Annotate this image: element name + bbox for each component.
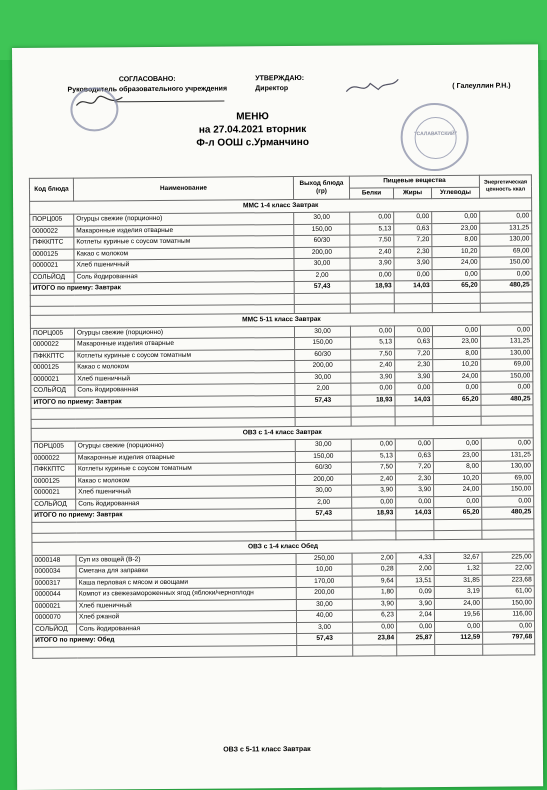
cell-protein: 9,64 bbox=[352, 575, 396, 587]
col-yield: Выход блюда (гр) bbox=[293, 176, 349, 199]
cell-energy: 116,00 bbox=[482, 609, 534, 621]
title-line3: Ф-л ООШ с.Урманчино bbox=[196, 136, 309, 149]
cell-protein: 7,50 bbox=[350, 235, 394, 247]
cell-protein: 0,00 bbox=[350, 212, 394, 224]
section-title: ОВЗ с 1-4 класс Обед bbox=[32, 538, 534, 555]
cell-carbs: 8,00 bbox=[432, 234, 480, 246]
cell-protein: 5,13 bbox=[351, 450, 395, 462]
blank-cell bbox=[435, 644, 483, 655]
cell-carbs: 0,00 bbox=[433, 438, 481, 450]
cell-fat: 2,04 bbox=[396, 610, 434, 622]
total-label: ИТОГО по приему: Завтрак bbox=[32, 509, 296, 522]
cell-protein: 3,90 bbox=[352, 485, 396, 497]
menu-table bbox=[29, 174, 535, 658]
cell-carbs: 23,00 bbox=[432, 223, 480, 235]
cell-code: 0000125 bbox=[31, 476, 75, 488]
cell-yield: 30,00 bbox=[294, 212, 350, 224]
cell-energy: 130,00 bbox=[481, 347, 533, 359]
cell-code: 0000044 bbox=[32, 589, 76, 601]
cell-name: Хлеб пшеничный bbox=[75, 372, 295, 385]
blank-cell bbox=[297, 645, 353, 656]
confirm-role: Директор bbox=[255, 85, 289, 93]
col-protein: Белки bbox=[349, 187, 393, 199]
col-code: Код блюда bbox=[29, 178, 73, 201]
cell-protein: 2,00 bbox=[352, 552, 396, 564]
cell-carbs: 10,20 bbox=[433, 359, 481, 371]
total-carbs: 65,20 bbox=[434, 507, 482, 519]
blank-cell bbox=[295, 406, 351, 417]
cell-protein: 0,00 bbox=[350, 325, 394, 337]
approved-label: СОГЛАСОВАНО: bbox=[118, 75, 176, 84]
cell-energy: 150,00 bbox=[480, 257, 532, 269]
blank-cell bbox=[434, 530, 482, 539]
cell-fat: 0,00 bbox=[395, 383, 433, 395]
col-nutrients: Пищевые вещества bbox=[349, 175, 479, 187]
cell-yield: 30,00 bbox=[295, 439, 351, 451]
cell-carbs: 0,00 bbox=[434, 496, 482, 508]
cell-yield: 10,00 bbox=[296, 564, 352, 576]
cell-fat: 0,00 bbox=[396, 496, 434, 508]
approved-role: Руководитель образовательного учреждения bbox=[67, 85, 228, 94]
total-energy: 480,25 bbox=[480, 280, 532, 292]
cell-energy: 150,00 bbox=[481, 370, 533, 382]
cell-carbs: 8,00 bbox=[433, 461, 481, 473]
cell-protein: 7,50 bbox=[351, 462, 395, 474]
cell-code: СОЛЬЙОД bbox=[31, 385, 75, 397]
blank-cell bbox=[352, 530, 396, 539]
blank-cell bbox=[395, 406, 433, 417]
cell-name: Хлеб пшеничный bbox=[74, 259, 294, 272]
cell-code: 0000022 bbox=[31, 453, 75, 465]
cell-carbs: 24,00 bbox=[434, 484, 482, 496]
cell-yield: 200,00 bbox=[295, 360, 351, 372]
cell-protein: 2,40 bbox=[350, 246, 394, 258]
blank-cell bbox=[481, 416, 533, 425]
cell-name: Суп из овощей (В-2) bbox=[76, 553, 296, 566]
cell-code: 0000125 bbox=[30, 249, 74, 261]
cell-code: 0000021 bbox=[32, 487, 76, 499]
cell-carbs: 24,00 bbox=[434, 598, 482, 610]
cell-protein: 3,90 bbox=[350, 258, 394, 270]
cell-fat: 0,00 bbox=[394, 325, 432, 337]
director-name: ( Галеуллин Р.Н.) bbox=[452, 82, 511, 90]
cell-energy: 130,00 bbox=[480, 234, 532, 246]
cell-fat: 13,51 bbox=[396, 575, 434, 587]
cell-code: ПОРЦ005 bbox=[30, 214, 74, 226]
cell-code: 0000125 bbox=[31, 362, 75, 374]
cell-protein: 2,40 bbox=[351, 473, 395, 485]
blank-cell bbox=[482, 529, 534, 538]
cell-energy: 69,00 bbox=[481, 359, 533, 371]
cell-energy: 130,00 bbox=[481, 461, 533, 473]
cell-fat: 3,90 bbox=[396, 485, 434, 497]
cell-name: Компот из свежезамороженных ягод (яблоки/черноплодн bbox=[76, 588, 296, 601]
total-carbs: 65,20 bbox=[432, 280, 480, 292]
cell-code: 0000148 bbox=[32, 555, 76, 567]
title-line1: МЕНЮ bbox=[236, 111, 269, 123]
blank-cell bbox=[353, 644, 397, 655]
section-title: ММС 1-4 класс Завтрак bbox=[30, 198, 532, 215]
cell-name: Котлеты куриные с соусом томатным bbox=[74, 236, 294, 249]
total-yield: 57,43 bbox=[295, 395, 351, 407]
cell-energy: 22,00 bbox=[482, 563, 534, 575]
cell-energy: 131,25 bbox=[481, 336, 533, 348]
cell-yield: 60/30 bbox=[295, 462, 351, 474]
cell-protein: 6,23 bbox=[352, 610, 396, 622]
total-label: ИТОГО по приему: Завтрак bbox=[31, 395, 295, 408]
cell-energy: 0,00 bbox=[480, 324, 532, 336]
cell-carbs: 0,00 bbox=[432, 325, 480, 337]
blank-cell bbox=[481, 405, 533, 416]
blank-cell bbox=[432, 303, 480, 312]
cell-name: Соль йодированная bbox=[76, 497, 296, 510]
cell-fat: 0,63 bbox=[394, 223, 432, 235]
cell-code: 0000021 bbox=[32, 601, 76, 613]
footer-section-title: ОВЗ с 5-11 класс Завтрак bbox=[223, 745, 311, 754]
cell-energy: 223,68 bbox=[482, 574, 534, 586]
cell-fat: 0,00 bbox=[395, 439, 433, 451]
cell-fat: 2,30 bbox=[395, 473, 433, 485]
total-yield: 57,43 bbox=[297, 633, 353, 645]
cell-energy: 0,00 bbox=[480, 268, 532, 280]
cell-name: Огурцы свежие (порционно) bbox=[74, 213, 294, 226]
blank-cell bbox=[433, 405, 481, 416]
total-fat: 14,03 bbox=[394, 281, 432, 293]
blank-cell bbox=[483, 643, 535, 654]
stamp-text: "САЛАВАТСКИЙ" bbox=[414, 130, 457, 138]
blank-cell bbox=[295, 417, 351, 426]
blank-cell bbox=[351, 406, 395, 417]
cell-name: Соль йодированная bbox=[77, 622, 297, 635]
menu-sheet bbox=[12, 44, 543, 790]
cell-code: 0000034 bbox=[32, 566, 76, 578]
cell-name: Каша перловая с мясом и овощами bbox=[76, 576, 296, 589]
cell-energy: 0,00 bbox=[480, 211, 532, 223]
cell-fat: 3,90 bbox=[396, 598, 434, 610]
cell-name: Огурцы свежие (порционно) bbox=[75, 440, 295, 453]
cell-carbs: 0,00 bbox=[435, 621, 483, 633]
cell-energy: 131,25 bbox=[481, 449, 533, 461]
cell-code: ПФККПТС bbox=[30, 237, 74, 249]
cell-energy: 61,00 bbox=[482, 586, 534, 598]
cell-fat: 0,00 bbox=[397, 621, 435, 633]
cell-carbs: 23,00 bbox=[433, 450, 481, 462]
cell-fat: 2,30 bbox=[395, 360, 433, 372]
cell-carbs: 24,00 bbox=[433, 371, 481, 383]
cell-carbs: 23,00 bbox=[433, 336, 481, 348]
total-protein: 23,84 bbox=[353, 633, 397, 645]
stamp-left-icon bbox=[70, 87, 118, 131]
blank-cell bbox=[394, 292, 432, 303]
total-yield: 57,43 bbox=[296, 508, 352, 520]
blank-cell bbox=[482, 518, 534, 529]
cell-carbs: 10,20 bbox=[432, 246, 480, 258]
blank-cell bbox=[432, 292, 480, 303]
stamp-school-icon bbox=[400, 103, 468, 171]
confirm-label: УТВЕРЖДАЮ: bbox=[255, 74, 305, 83]
cell-energy: 150,00 bbox=[482, 597, 534, 609]
cell-name: Огурцы свежие (порционно) bbox=[74, 326, 294, 339]
cell-yield: 2,00 bbox=[294, 270, 350, 282]
blank-cell bbox=[397, 644, 435, 655]
total-carbs: 65,20 bbox=[433, 394, 481, 406]
cell-name: Какао с молоком bbox=[75, 474, 295, 487]
blank-cell bbox=[434, 519, 482, 530]
cell-name: Какао с молоком bbox=[75, 361, 295, 374]
cell-carbs: 3,19 bbox=[434, 586, 482, 598]
cell-carbs: 8,00 bbox=[433, 348, 481, 360]
cell-carbs: 31,85 bbox=[434, 575, 482, 587]
cell-code: СОЛЬЙОД bbox=[32, 499, 76, 511]
cell-protein: 3,90 bbox=[351, 371, 395, 383]
col-fat: Жиры bbox=[393, 187, 431, 199]
total-fat: 14,03 bbox=[396, 508, 434, 520]
cell-name: Макаронные изделия отварные bbox=[75, 451, 295, 464]
cell-name: Хлеб пшеничный bbox=[76, 599, 296, 612]
cell-protein: 7,50 bbox=[351, 348, 395, 360]
total-label: ИТОГО по приему: Обед bbox=[33, 634, 297, 647]
cell-fat: 0,00 bbox=[394, 212, 432, 224]
cell-protein: 0,00 bbox=[351, 439, 395, 451]
total-yield: 57,43 bbox=[294, 281, 350, 293]
total-energy: 480,25 bbox=[482, 507, 534, 519]
cell-protein: 0,00 bbox=[350, 269, 394, 281]
cell-name: Макаронные изделия отварные bbox=[75, 338, 295, 351]
cell-yield: 40,00 bbox=[296, 610, 352, 622]
signature-line bbox=[114, 101, 224, 103]
page-title bbox=[152, 110, 352, 150]
cell-carbs: 24,00 bbox=[432, 257, 480, 269]
cell-yield: 30,00 bbox=[294, 258, 350, 270]
blank-cell bbox=[352, 519, 396, 530]
cell-code: СОЛЬЙОД bbox=[30, 272, 74, 284]
cell-fat: 2,00 bbox=[396, 564, 434, 576]
cell-energy: 131,25 bbox=[480, 222, 532, 234]
cell-yield: 30,00 bbox=[296, 485, 352, 497]
cell-code: 0000022 bbox=[31, 339, 75, 351]
cell-yield: 3,00 bbox=[297, 622, 353, 634]
cell-protein: 2,40 bbox=[351, 360, 395, 372]
cell-carbs: 0,00 bbox=[433, 382, 481, 394]
col-carbs: Углеводы bbox=[431, 187, 479, 199]
section-title: ММС 5-11 класс Завтрак bbox=[30, 311, 532, 328]
cell-name: Котлеты куриные с соусом томатным bbox=[75, 463, 295, 476]
cell-yield: 150,00 bbox=[294, 224, 350, 236]
section-title: ОВЗ с 1-4 класс Завтрак bbox=[31, 425, 533, 442]
blank-cell bbox=[395, 417, 433, 426]
cell-fat: 7,20 bbox=[395, 462, 433, 474]
cell-yield: 30,00 bbox=[295, 372, 351, 384]
cell-name: Соль йодированная bbox=[75, 384, 295, 397]
cell-fat: 0,09 bbox=[396, 587, 434, 599]
cell-carbs: 0,00 bbox=[432, 211, 480, 223]
blank-cell bbox=[396, 530, 434, 539]
total-energy: 797,68 bbox=[483, 632, 535, 644]
cell-code: 0000317 bbox=[32, 578, 76, 590]
blank-cell bbox=[350, 292, 394, 303]
cell-code: ПОРЦ005 bbox=[30, 328, 74, 340]
cell-protein: 5,13 bbox=[350, 223, 394, 235]
total-protein: 18,93 bbox=[352, 508, 396, 520]
blank-cell bbox=[480, 291, 532, 302]
cell-carbs: 19,56 bbox=[434, 609, 482, 621]
cell-name: Соль йодированная bbox=[74, 270, 294, 283]
cell-code: ПФККПТС bbox=[31, 464, 75, 476]
cell-code: 0000070 bbox=[32, 612, 76, 624]
cell-protein: 5,13 bbox=[351, 337, 395, 349]
total-energy: 480,25 bbox=[481, 393, 533, 405]
total-protein: 18,93 bbox=[351, 394, 395, 406]
cell-yield: 2,00 bbox=[296, 497, 352, 509]
total-label: ИТОГО по приему: Завтрак bbox=[30, 282, 294, 295]
cell-code: 0000022 bbox=[30, 226, 74, 238]
title-line2: на 27.04.2021 вторник bbox=[198, 123, 307, 136]
blank-cell bbox=[296, 531, 352, 540]
cell-energy: 0,00 bbox=[481, 438, 533, 450]
blank-cell bbox=[394, 303, 432, 312]
blank-cell bbox=[294, 304, 350, 313]
cell-energy: 69,00 bbox=[482, 472, 534, 484]
blank-cell bbox=[396, 519, 434, 530]
cell-yield: 60/30 bbox=[295, 349, 351, 361]
cell-protein: 0,00 bbox=[351, 383, 395, 395]
cell-name: Хлеб пшеничный bbox=[76, 486, 296, 499]
cell-energy: 225,00 bbox=[482, 551, 534, 563]
cell-yield: 60/30 bbox=[294, 235, 350, 247]
menu-table-body bbox=[30, 198, 535, 658]
cell-fat: 2,30 bbox=[394, 246, 432, 258]
cell-code: ПОРЦ005 bbox=[31, 441, 75, 453]
confirm-block bbox=[255, 74, 304, 94]
total-fat: 25,87 bbox=[397, 633, 435, 645]
blank-cell bbox=[433, 416, 481, 425]
cell-fat: 0,00 bbox=[394, 269, 432, 281]
cell-yield: 2,00 bbox=[295, 383, 351, 395]
cell-energy: 69,00 bbox=[480, 245, 532, 257]
cell-code: 0000021 bbox=[31, 374, 75, 386]
blank-cell bbox=[350, 303, 394, 312]
cell-carbs: 1,32 bbox=[434, 563, 482, 575]
cell-protein: 0,28 bbox=[352, 564, 396, 576]
blank-cell bbox=[294, 293, 350, 304]
signature-director-icon bbox=[342, 75, 402, 97]
cell-yield: 150,00 bbox=[295, 337, 351, 349]
total-carbs: 112,59 bbox=[435, 632, 483, 644]
cell-yield: 30,00 bbox=[296, 599, 352, 611]
cell-yield: 200,00 bbox=[294, 247, 350, 259]
cell-fat: 4,33 bbox=[396, 552, 434, 564]
cell-fat: 7,20 bbox=[394, 235, 432, 247]
cell-fat: 3,90 bbox=[394, 258, 432, 270]
cell-carbs: 32,67 bbox=[434, 552, 482, 564]
cell-yield: 30,00 bbox=[294, 326, 350, 338]
cell-protein: 3,90 bbox=[352, 598, 396, 610]
cell-code: СОЛЬЙОД bbox=[33, 624, 77, 636]
total-protein: 18,93 bbox=[350, 281, 394, 293]
cell-fat: 7,20 bbox=[395, 348, 433, 360]
cell-code: ПФККПТС bbox=[31, 351, 75, 363]
cell-yield: 200,00 bbox=[296, 587, 352, 599]
blank-cell bbox=[480, 302, 532, 311]
cell-energy: 0,00 bbox=[483, 620, 535, 632]
cell-protein: 0,00 bbox=[352, 496, 396, 508]
cell-yield: 170,00 bbox=[296, 576, 352, 588]
cell-carbs: 10,20 bbox=[433, 473, 481, 485]
col-energy: Энергетическая ценность ккал bbox=[479, 175, 531, 198]
cell-name: Какао с молоком bbox=[74, 247, 294, 260]
approved-block bbox=[42, 74, 252, 95]
cell-protein: 1,80 bbox=[352, 587, 396, 599]
cell-yield: 250,00 bbox=[296, 553, 352, 565]
blank-cell bbox=[351, 417, 395, 426]
cell-carbs: 0,00 bbox=[432, 269, 480, 281]
blank-cell bbox=[33, 645, 297, 658]
cell-energy: 0,00 bbox=[481, 382, 533, 394]
cell-name: Хлеб ржаной bbox=[76, 611, 296, 624]
blank-cell bbox=[296, 520, 352, 531]
cell-code: 0000021 bbox=[30, 260, 74, 272]
cell-fat: 3,90 bbox=[395, 371, 433, 383]
total-fat: 14,03 bbox=[395, 394, 433, 406]
cell-protein: 0,00 bbox=[353, 621, 397, 633]
cell-fat: 0,63 bbox=[395, 450, 433, 462]
col-name: Наименование bbox=[73, 177, 293, 202]
cell-energy: 0,00 bbox=[482, 495, 534, 507]
cell-energy: 150,00 bbox=[482, 484, 534, 496]
cell-name: Сметана для заправки bbox=[76, 565, 296, 578]
cell-yield: 200,00 bbox=[295, 474, 351, 486]
cell-fat: 0,63 bbox=[395, 337, 433, 349]
cell-name: Макаронные изделия отварные bbox=[74, 224, 294, 237]
cell-yield: 150,00 bbox=[295, 451, 351, 463]
cell-name: Котлеты куриные с соусом томатным bbox=[75, 349, 295, 362]
